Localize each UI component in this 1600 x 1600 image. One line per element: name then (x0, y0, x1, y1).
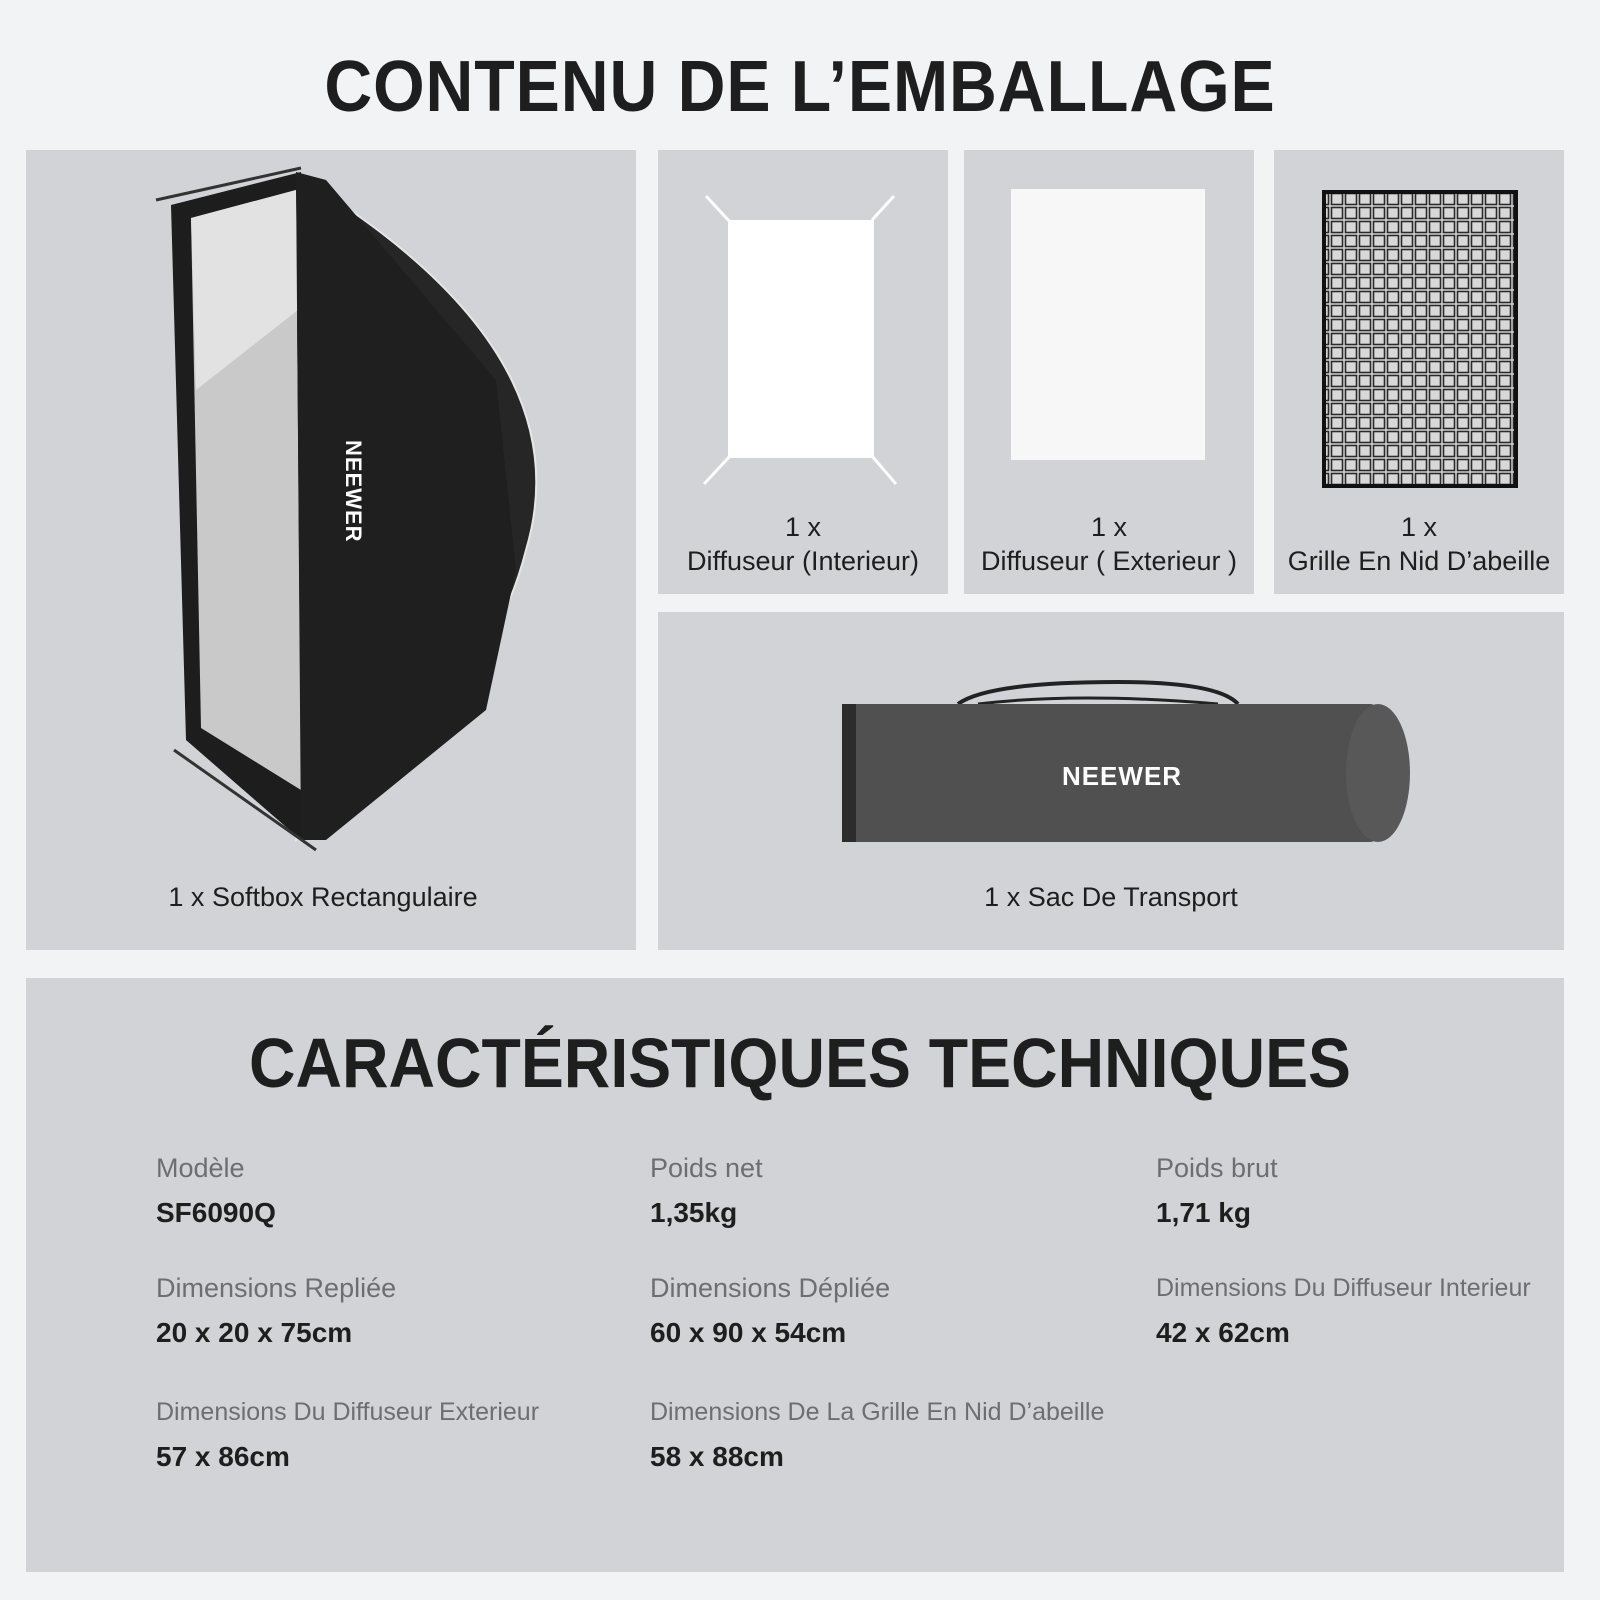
page-title: CONTENU DE L’EMBALLAGE (324, 47, 1276, 127)
spec-folded (156, 1270, 396, 1354)
spec-net-weight-value: 1,35kg (650, 1197, 738, 1228)
spec-outer-diffuser-value: 57 x 86cm (156, 1441, 290, 1472)
spec-model-value: SF6090Q (156, 1197, 276, 1228)
spec-folded-value: 20 x 20 x 75cm (156, 1317, 353, 1348)
spec-unfolded-label: Dimensions Dépliée (650, 1273, 891, 1303)
grid-caption (1274, 510, 1564, 578)
spec-unfolded (650, 1270, 890, 1354)
spec-gross-weight (1156, 1150, 1278, 1234)
spec-outer-diffuser-label: Dimensions Du Diffuseur Exterieur (156, 1398, 540, 1426)
diffuser-outer-label: Diffuseur ( Exterieur ) (980, 546, 1238, 576)
softbox-panel (26, 150, 636, 950)
spec-net-weight (650, 1150, 763, 1234)
spec-gross-weight-value: 1,71 kg (1156, 1197, 1251, 1228)
diffuser-inner-panel (658, 150, 948, 594)
softbox-caption (18, 880, 628, 914)
grid-qty: 1 x (1400, 512, 1438, 542)
diffuser-inner-qty: 1 x (784, 512, 822, 542)
spec-folded-label: Dimensions Repliée (156, 1273, 397, 1303)
spec-grid-value: 58 x 88cm (650, 1441, 784, 1472)
spec-grid (650, 1394, 1104, 1478)
spec-gross-weight-label: Poids brut (1156, 1153, 1278, 1183)
spec-outer-diffuser (156, 1394, 539, 1478)
spec-inner-diffuser-label: Dimensions Du Diffuseur Interieur (1156, 1274, 1531, 1302)
spec-model-label: Modèle (156, 1153, 245, 1183)
diffuser-outer-panel (964, 150, 1254, 594)
softbox-caption-text: 1 x Softbox Rectangulaire (168, 882, 478, 912)
spec-inner-diffuser (1156, 1270, 1531, 1354)
bag-caption-text: 1 x Sac De Transport (984, 882, 1238, 912)
diffuser-inner-label: Diffuseur (Interieur) (686, 546, 920, 576)
spec-grid-label: Dimensions De La Grille En Nid D’abeille (650, 1398, 1105, 1426)
softbox-image (26, 150, 636, 950)
grid-label: Grille En Nid D’abeille (1287, 546, 1551, 576)
spec-net-weight-label: Poids net (650, 1153, 763, 1183)
specs-title: CARACTÉRISTIQUES TECHNIQUES (248, 1024, 1352, 1102)
grid-panel (1274, 150, 1564, 594)
bag-panel (658, 612, 1564, 950)
spec-unfolded-value: 60 x 90 x 54cm (650, 1317, 847, 1348)
diffuser-outer-caption (964, 510, 1254, 578)
softbox-brand-logo: NEEWER (341, 440, 366, 543)
diffuser-inner-caption (658, 510, 948, 578)
diffuser-outer-qty: 1 x (1090, 512, 1128, 542)
spec-inner-diffuser-value: 42 x 62cm (1156, 1317, 1290, 1348)
bag-caption (658, 880, 1564, 914)
bag-brand-logo: NEEWER (1061, 761, 1183, 791)
spec-model (156, 1150, 276, 1234)
